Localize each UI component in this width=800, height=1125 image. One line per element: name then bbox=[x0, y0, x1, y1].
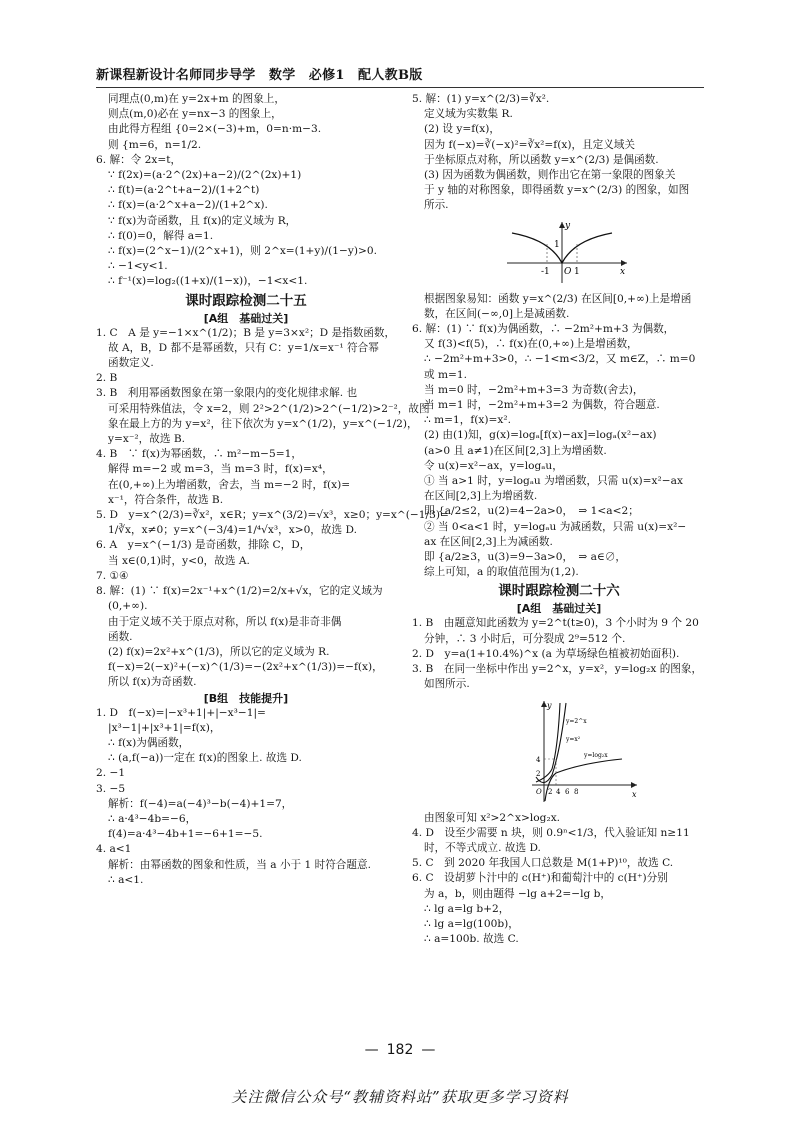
text-line: 8. 解：(1) ∵ f(x)=2x⁻¹+x^(1/2)=2/x+√x，它的定义域为 bbox=[96, 585, 383, 598]
text-line: 在区间[2,3]上为增函数. bbox=[424, 490, 538, 503]
text-line: (2) f(x)=2x²+x^(1/3)，所以它的定义域为 R. bbox=[108, 645, 330, 658]
text-line: 4. B ∵ f(x)为幂函数，∴ m²−m−5=1， bbox=[96, 448, 302, 461]
text-line: 即 {a/2≥3，u(3)=9−3a>0， ⇒ a∈∅， bbox=[424, 551, 627, 564]
text-line: 5. C 到 2020 年我国人口总数是 M(1+P)¹⁰，故选 C. bbox=[412, 857, 674, 870]
text-line: 或 m=1. bbox=[424, 368, 467, 381]
text-line: 即 {a/2≤2，u(2)=4−2a>0， ⇒ 1<a<2； bbox=[424, 505, 639, 518]
text-line: (0,+∞). bbox=[108, 600, 148, 613]
text-line: ∴ a=100b. 故选 C. bbox=[424, 933, 519, 946]
text-line: ∴ f(x)=(a·2^x+a−2)/(1+2^x). bbox=[108, 199, 268, 212]
fig2-xtick-six: 6 bbox=[565, 787, 570, 796]
text-line: 由于定义域不关于原点对称，所以 f(x)是非奇非偶 bbox=[108, 615, 342, 628]
header-title: 新课程新设计名师同步导学 数学 必修1 配人教B版 bbox=[96, 68, 423, 83]
fig2-label-exp: y=2^x bbox=[566, 717, 587, 725]
fig2-ytick-two: 2 bbox=[536, 769, 541, 778]
text-line: 6. A y=x^(−1/3) 是奇函数，排除 C，D， bbox=[96, 539, 311, 552]
text-line: 4. a<1 bbox=[96, 843, 132, 856]
text-line: f(4)=a·4³−4b+1=−6+1=−5. bbox=[108, 828, 263, 841]
text-line: ∴ f⁻¹(x)=log₂((1+x)/(1−x))，−1<x<1. bbox=[108, 275, 308, 288]
text-line: ∴ m=1，f(x)=x². bbox=[424, 414, 511, 427]
section-title: 课时跟踪检测二十六 bbox=[498, 583, 620, 600]
text-line: 又 f(3)<f(5)，∴ f(x)在(0,+∞)上是增函数， bbox=[424, 338, 638, 351]
text-line: 当 x∈(0,1)时，y<0，故选 A. bbox=[108, 554, 250, 567]
text-line: (3) 因为函数为偶函数，则作出它在第一象限的图象关 bbox=[424, 169, 676, 182]
text-line: 综上可知，a 的取值范围为(1,2). bbox=[424, 566, 579, 579]
footer-note: 关注微信公众号“教辅资料站”获取更多学习资料 bbox=[231, 1088, 569, 1106]
text-line: 5. 解：(1) y=x^(2/3)=∛x². bbox=[412, 93, 550, 105]
right-column-part-c bbox=[412, 811, 706, 948]
text-line: 函数定义. bbox=[108, 357, 154, 370]
group-subtitle: [A组 基础过关] bbox=[516, 602, 602, 616]
text-line: 分钟，∴ 3 小时后，可分裂成 2⁹=512 个. bbox=[424, 632, 626, 645]
fig1-origin: O bbox=[564, 266, 572, 277]
text-line: 在(0,+∞)上为增函数，舍去，当 m=−2 时，f(x)= bbox=[108, 478, 351, 491]
fig2-ytick-four: 4 bbox=[536, 755, 541, 764]
text-line: ∴ a·4³−4b=−6， bbox=[108, 812, 197, 825]
text-line: ∴ lg a=lg(100b)， bbox=[424, 917, 519, 930]
text-line: 由图象可知 x²>2^x>log₂x. bbox=[424, 811, 561, 824]
text-line: 时，不等式成立. 故选 D. bbox=[424, 841, 541, 854]
fig2-xtick-four: 4 bbox=[556, 787, 561, 796]
fig2-xtick-two: 2 bbox=[548, 787, 553, 796]
text-line: |x³−1|+|x³+1|=f(x)， bbox=[108, 721, 221, 734]
figure-even-power-function bbox=[502, 218, 632, 288]
text-line: 象在最上方的为 y=x²，往下依次为 y=x^(1/2)，y=x^(−1/2)， bbox=[108, 417, 418, 430]
text-line: 为 a，b，则由题得 −lg a+2=−lg b， bbox=[424, 887, 611, 900]
text-line: 1. C A 是 y=−1×x^(1/2)；B 是 y=3×x²；D 是指数函数， bbox=[96, 326, 396, 339]
text-line: 3. B 利用幂函数图象在第一象限内的变化规律求解. 也 bbox=[96, 387, 358, 400]
text-line: 当 m=0 时，−2m²+m+3=3 为奇数(舍去)， bbox=[424, 383, 644, 396]
text-line: ∴ −1<y<1. bbox=[108, 260, 168, 273]
text-line: ∴ a<1. bbox=[108, 873, 144, 886]
text-line: ∴ f(x)为偶函数， bbox=[108, 736, 190, 749]
text-line: 1. D f(−x)=|−x³+1|+|−x³−1|= bbox=[96, 706, 266, 719]
page-number-value: 182 bbox=[386, 1042, 414, 1058]
fig1-tick-neg-one: -1 bbox=[541, 266, 550, 277]
page-header bbox=[96, 64, 704, 88]
section-title: 课时跟踪检测二十五 bbox=[185, 292, 307, 309]
x-axis-arrow bbox=[621, 260, 627, 266]
text-line: 由此得方程组 {0=2×(−3)+m，0=n·m−3. bbox=[108, 123, 322, 136]
text-line: 故 A，B，D 都不是幂函数，只有 C：y=1/x=x⁻¹ 符合幂 bbox=[108, 341, 379, 354]
fig1-x-label: x bbox=[620, 266, 626, 277]
text-line: ∴ −2m²+m+3>0，∴ −1<m<3/2，又 m∈Z，∴ m=0 bbox=[424, 353, 696, 366]
text-line: 解析：由幂函数的图象和性质，当 a 小于 1 时符合题意. bbox=[108, 858, 371, 871]
text-line: 当 m=1 时，−2m²+m+3=2 为偶数，符合题意. bbox=[424, 399, 660, 412]
text-line: 则点(m,0)必在 y=nx−3 的图象上， bbox=[108, 108, 282, 121]
text-line: ① 当 a>1 时，y=logₐu 为增函数，只需 u(x)=x²−ax bbox=[424, 475, 683, 488]
text-line: f(−x)=2(−x)²+(−x)^(1/3)=−(2x²+x^(1/3))=−f(x)， bbox=[108, 661, 383, 674]
text-line: ∵ f(x)为奇函数，且 f(x)的定义域为 R， bbox=[108, 214, 297, 227]
text-line: ∴ f(t)=(a·2^t+a−2)/(1+2^t) bbox=[108, 184, 260, 197]
text-line: 4. D 设至少需要 n 块，则 0.9ⁿ<1/3，代入验证知 n≥11 bbox=[412, 826, 690, 839]
right-column bbox=[412, 92, 706, 947]
text-line: 6. 解：令 2x=t， bbox=[96, 153, 182, 166]
text-line: 如图所示. bbox=[424, 678, 470, 691]
text-line: ∴ (a,f(−a))一定在 f(x)的图象上. 故选 D. bbox=[108, 752, 302, 765]
text-line: 6. 解：(1) ∵ f(x)为偶函数，∴ −2m²+m+3 为偶数， bbox=[412, 323, 675, 336]
text-line: 于 y 轴的对称图象，即得函数 y=x^(2/3) 的图象，如图 bbox=[424, 184, 690, 197]
fig1-tick-pos-one: 1 bbox=[574, 266, 580, 277]
fig1-y-label: y bbox=[565, 220, 571, 231]
text-line: ∵ f(2x)=(a·2^(2x)+a−2)/(2^(2x)+1) bbox=[108, 169, 302, 182]
right-column-part-a bbox=[412, 92, 706, 214]
text-line: ∴ lg a=lg b+2， bbox=[424, 902, 510, 915]
text-line: 定义域为实数集 R. bbox=[424, 108, 513, 121]
text-line: 2. D y=a(1+10.4%)^x (a 为草场绿色植被初始面积). bbox=[412, 647, 680, 660]
fig2-x-label: x bbox=[632, 789, 637, 799]
text-line: 解得 m=−2 或 m=3，当 m=3 时，f(x)=x⁴， bbox=[108, 463, 333, 476]
text-line: 可采用特殊值法，令 x=2，则 2²>2^(1/2)>2^(−1/2)>2⁻²，故图 bbox=[108, 402, 430, 415]
text-line: 根据图象易知：函数 y=x^(2/3) 在区间[0,+∞)上是增函 bbox=[424, 292, 692, 305]
x-axis-arrow bbox=[631, 782, 637, 788]
group-subtitle: [B组 技能提升] bbox=[203, 691, 289, 705]
text-line: ∴ f(x)=(2^x−1)/(2^x+1)，则 2^x=(1+y)/(1−y)>0. bbox=[108, 245, 377, 258]
text-line: 因为 f(−x)=∛(−x)²=∛x²=f(x)，且定义域关 bbox=[424, 138, 636, 151]
group-subtitle: [A组 基础过关] bbox=[203, 311, 289, 325]
text-line: 5. D y=x^(2/3)=∛x²，x∈R；y=x^(3/2)=√x³，x≥0；y=x^(−1/3)= bbox=[96, 509, 449, 522]
text-line: y=x⁻²，故选 B. bbox=[108, 433, 185, 446]
page-number: — 182 — bbox=[364, 1042, 436, 1058]
right-column-part-b bbox=[412, 292, 706, 693]
text-line: x⁻¹，符合条件，故选 B. bbox=[108, 493, 224, 506]
text-line: 同理点(0,m)在 y=2x+m 的图象上， bbox=[108, 93, 285, 105]
text-line: 所以 f(x)为奇函数. bbox=[108, 676, 197, 689]
figure-exp-square-log bbox=[522, 697, 642, 807]
text-line: 2. B bbox=[96, 372, 118, 385]
text-line: 令 u(x)=x²−ax，y=logₐu， bbox=[424, 459, 563, 472]
fig2-y-label: y bbox=[547, 700, 552, 710]
text-line: 3. −5 bbox=[96, 782, 126, 795]
text-line: 函数. bbox=[108, 630, 133, 643]
text-line: 1/∛x，x≠0；y=x^(−3/4)=1/⁴√x³，x>0，故选 D. bbox=[108, 524, 357, 537]
fig2-origin: O bbox=[536, 787, 542, 796]
text-line: (a>0 且 a≠1)在区间[2,3]上为增函数. bbox=[424, 444, 607, 457]
text-line: 3. B 在同一坐标中作出 y=2^x，y=x²，y=log₂x 的图象， bbox=[412, 663, 703, 676]
text-line: 所示. bbox=[424, 199, 449, 212]
text-line: 6. C 设胡萝卜汁中的 c(H⁺)和葡萄汁中的 c(H⁺)分别 bbox=[412, 872, 668, 885]
text-line: 于坐标原点对称，所以函数 y=x^(2/3) 是偶函数. bbox=[424, 153, 659, 166]
text-line: 解析：f(−4)=a(−4)³−b(−4)+1=7， bbox=[108, 797, 293, 810]
fig2-label-log: y=log₂x bbox=[584, 751, 608, 759]
text-line: ax 在区间[2,3]上为减函数. bbox=[424, 535, 553, 548]
text-line: (2) 由(1)知，g(x)=logₐ[f(x)−ax]=logₐ(x²−ax) bbox=[424, 429, 657, 442]
fig2-label-square: y=x² bbox=[566, 735, 581, 743]
text-line: 1. B 由题意知此函数为 y=2^t(t≥0)，3 个小时为 9 个 20 bbox=[412, 617, 699, 630]
fig1-tick-y-one: 1 bbox=[554, 239, 560, 250]
text-line: ∴ f(0)=0，解得 a=1. bbox=[108, 229, 214, 242]
text-line: (2) 设 y=f(x)， bbox=[424, 123, 500, 136]
text-line: 数，在区间(−∞,0]上是减函数. bbox=[424, 307, 570, 320]
fig2-xtick-eight: 8 bbox=[574, 787, 579, 796]
text-line: 2. −1 bbox=[96, 767, 126, 780]
text-line: ② 当 0<a<1 时，y=logₐu 为减函数，只需 u(x)=x²− bbox=[424, 520, 687, 533]
text-line: 7. ①④ bbox=[96, 569, 129, 582]
text-line: 则 {m=6，n=1/2. bbox=[108, 138, 202, 151]
